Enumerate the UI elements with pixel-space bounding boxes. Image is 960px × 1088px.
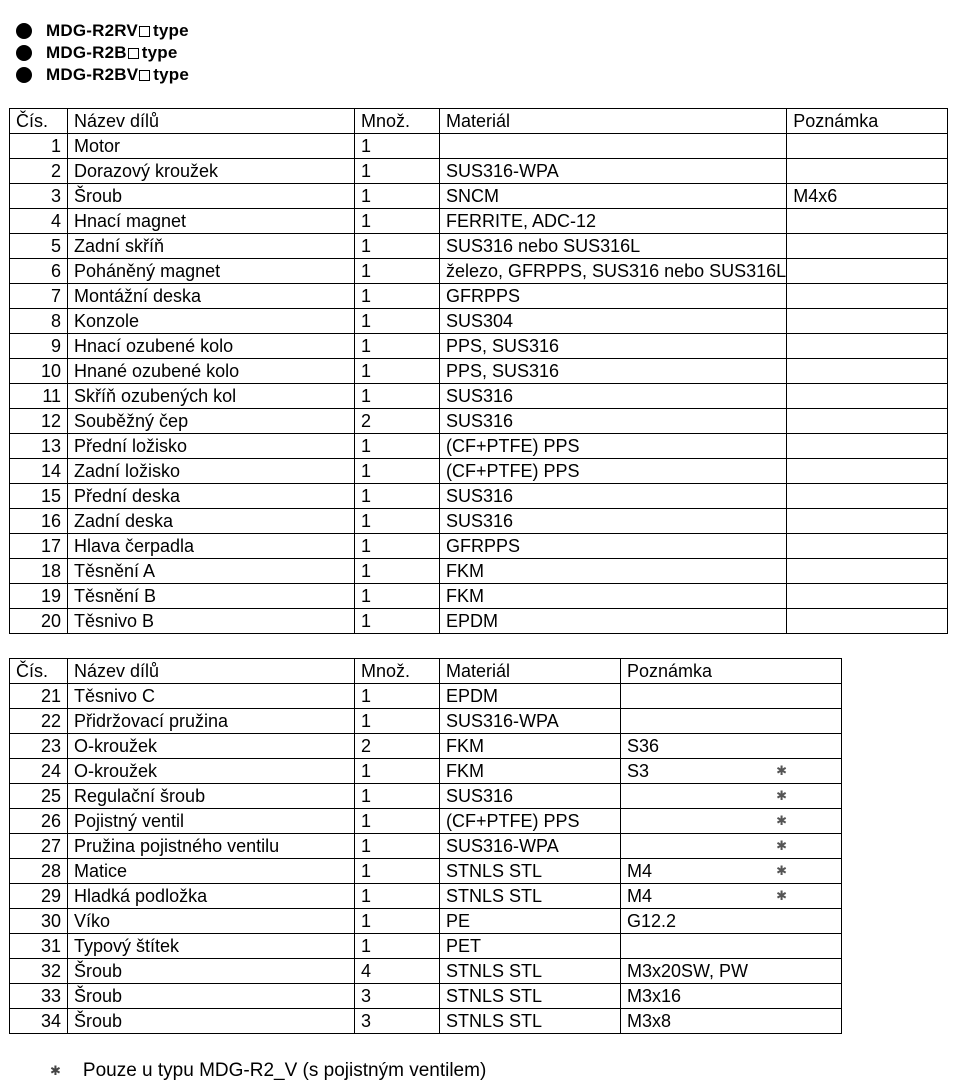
table-row <box>10 534 948 559</box>
table-row <box>10 934 842 959</box>
cell-material: SUS316 <box>440 784 621 809</box>
table-row <box>10 309 948 334</box>
cell-qty: 1 <box>355 434 440 459</box>
table-row <box>10 359 948 384</box>
cell-num: 31 <box>10 934 68 959</box>
header-row <box>10 659 842 684</box>
cell-note <box>787 209 948 234</box>
cell-note <box>787 259 948 284</box>
type-suffix: type <box>141 43 178 62</box>
cell-note <box>787 234 948 259</box>
parts-table-2 <box>9 658 842 1034</box>
cell-name: Konzole <box>68 309 355 334</box>
cell-num: 11 <box>10 384 68 409</box>
cell-note <box>787 334 948 359</box>
cell-material: FKM <box>440 759 621 784</box>
cell-material: PPS, SUS316 <box>440 334 787 359</box>
cell-material: FKM <box>440 584 787 609</box>
cell-num: 28 <box>10 859 68 884</box>
cell-name: Dorazový kroužek <box>68 159 355 184</box>
footnote <box>50 1060 486 1082</box>
cell-qty: 1 <box>355 759 440 784</box>
cell-num: 14 <box>10 459 68 484</box>
table-row <box>10 259 948 284</box>
parts-table-1 <box>9 108 948 634</box>
cell-material: FKM <box>440 559 787 584</box>
cell-note <box>787 584 948 609</box>
cell-num: 6 <box>10 259 68 284</box>
cell-note <box>621 784 842 809</box>
table-row <box>10 584 948 609</box>
cell-material: GFRPPS <box>440 284 787 309</box>
cell-note <box>787 459 948 484</box>
cell-name: Šroub <box>68 1009 355 1034</box>
cell-num: 26 <box>10 809 68 834</box>
table-row <box>10 159 948 184</box>
asterisk-icon: ✱ <box>776 838 787 853</box>
cell-name: Pojistný ventil <box>68 809 355 834</box>
cell-note <box>787 134 948 159</box>
cell-note <box>787 434 948 459</box>
table-row <box>10 734 842 759</box>
cell-name: Hlava čerpadla <box>68 534 355 559</box>
cell-num: 17 <box>10 534 68 559</box>
cell-num: 21 <box>10 684 68 709</box>
cell-qty: 4 <box>355 959 440 984</box>
cell-qty: 1 <box>355 709 440 734</box>
cell-qty: 1 <box>355 309 440 334</box>
cell-qty: 1 <box>355 384 440 409</box>
cell-material: PET <box>440 934 621 959</box>
cell-num: 5 <box>10 234 68 259</box>
note-text: M4x6 <box>793 186 838 206</box>
cell-qty: 1 <box>355 359 440 384</box>
checkbox-square-icon <box>128 48 139 59</box>
header-material: Materiál <box>440 659 621 684</box>
cell-num: 29 <box>10 884 68 909</box>
cell-num: 18 <box>10 559 68 584</box>
cell-note <box>621 909 842 934</box>
header-num: Čís. <box>10 659 68 684</box>
cell-num: 16 <box>10 509 68 534</box>
cell-num: 13 <box>10 434 68 459</box>
cell-qty: 1 <box>355 209 440 234</box>
cell-num: 4 <box>10 209 68 234</box>
cell-num: 27 <box>10 834 68 859</box>
checkbox-square-icon <box>139 26 150 37</box>
cell-material: SUS316 <box>440 409 787 434</box>
cell-qty: 1 <box>355 934 440 959</box>
asterisk-icon: ✱ <box>50 1063 61 1078</box>
cell-note <box>621 684 842 709</box>
cell-qty: 1 <box>355 584 440 609</box>
cell-material: STNLS STL <box>440 1009 621 1034</box>
cell-name: Šroub <box>68 984 355 1009</box>
type-item <box>16 20 189 42</box>
table-row <box>10 684 842 709</box>
note-text: S36 <box>627 736 660 756</box>
type-name: MDG-R2B <box>46 43 127 62</box>
cell-qty: 1 <box>355 159 440 184</box>
cell-num: 12 <box>10 409 68 434</box>
table-row <box>10 184 948 209</box>
cell-qty: 1 <box>355 784 440 809</box>
cell-name: Přední ložisko <box>68 434 355 459</box>
cell-num: 8 <box>10 309 68 334</box>
cell-qty: 1 <box>355 609 440 634</box>
cell-num: 33 <box>10 984 68 1009</box>
asterisk-icon: ✱ <box>776 863 787 878</box>
cell-qty: 3 <box>355 984 440 1009</box>
cell-material: SNCM <box>440 184 787 209</box>
cell-name: Přední deska <box>68 484 355 509</box>
cell-num: 25 <box>10 784 68 809</box>
cell-num: 34 <box>10 1009 68 1034</box>
table-row <box>10 434 948 459</box>
cell-num: 32 <box>10 959 68 984</box>
cell-material: STNLS STL <box>440 859 621 884</box>
cell-qty: 1 <box>355 234 440 259</box>
type-suffix: type <box>152 21 189 40</box>
table-row <box>10 784 842 809</box>
table-row <box>10 509 948 534</box>
cell-name: Šroub <box>68 959 355 984</box>
cell-num: 10 <box>10 359 68 384</box>
cell-note <box>621 984 842 1009</box>
cell-num: 19 <box>10 584 68 609</box>
cell-name: Hnací magnet <box>68 209 355 234</box>
table-row <box>10 859 842 884</box>
table-row <box>10 134 948 159</box>
cell-num: 24 <box>10 759 68 784</box>
bullet-icon <box>16 67 32 83</box>
cell-note <box>621 734 842 759</box>
cell-qty: 1 <box>355 184 440 209</box>
type-list <box>16 20 189 86</box>
cell-qty: 1 <box>355 334 440 359</box>
table-row <box>10 834 842 859</box>
cell-qty: 1 <box>355 534 440 559</box>
cell-note <box>787 609 948 634</box>
cell-name: Víko <box>68 909 355 934</box>
type-name: MDG-R2RV <box>46 21 138 40</box>
cell-material: SUS316 <box>440 384 787 409</box>
cell-name: Hladká podložka <box>68 884 355 909</box>
cell-note <box>787 309 948 334</box>
table-row <box>10 334 948 359</box>
bullet-icon <box>16 23 32 39</box>
cell-name: Přidržovací pružina <box>68 709 355 734</box>
cell-material <box>440 134 787 159</box>
cell-material: (CF+PTFE) PPS <box>440 434 787 459</box>
header-num: Čís. <box>10 109 68 134</box>
cell-qty: 1 <box>355 884 440 909</box>
cell-note <box>621 859 842 884</box>
note-text: M3x16 <box>627 986 682 1006</box>
cell-material: (CF+PTFE) PPS <box>440 809 621 834</box>
cell-note <box>787 484 948 509</box>
cell-qty: 2 <box>355 734 440 759</box>
header-name: Název dílů <box>68 659 355 684</box>
header-note: Poznámka <box>621 659 842 684</box>
cell-note <box>621 934 842 959</box>
cell-material: PPS, SUS316 <box>440 359 787 384</box>
note-text: M3x20SW, PW <box>627 961 749 981</box>
cell-material: STNLS STL <box>440 984 621 1009</box>
cell-material: EPDM <box>440 609 787 634</box>
cell-material: SUS316-WPA <box>440 709 621 734</box>
checkbox-square-icon <box>139 70 150 81</box>
note-text: M4 <box>627 886 653 906</box>
cell-qty: 2 <box>355 409 440 434</box>
table-row <box>10 984 842 1009</box>
header-qty: Množ. <box>355 659 440 684</box>
cell-num: 15 <box>10 484 68 509</box>
cell-num: 2 <box>10 159 68 184</box>
cell-material: železo, GFRPPS, SUS316 nebo SUS316L <box>440 259 787 284</box>
cell-material: SUS316 <box>440 484 787 509</box>
cell-name: Poháněný magnet <box>68 259 355 284</box>
cell-material: (CF+PTFE) PPS <box>440 459 787 484</box>
cell-material: GFRPPS <box>440 534 787 559</box>
note-text: G12.2 <box>627 911 677 931</box>
table-row <box>10 409 948 434</box>
table-row <box>10 459 948 484</box>
cell-num: 1 <box>10 134 68 159</box>
cell-name: Šroub <box>68 184 355 209</box>
cell-name: Motor <box>68 134 355 159</box>
cell-qty: 1 <box>355 284 440 309</box>
cell-name: O-kroužek <box>68 759 355 784</box>
type-item <box>16 42 189 64</box>
note-text: M3x8 <box>627 1011 672 1031</box>
note-text: S3 <box>627 761 650 781</box>
asterisk-icon: ✱ <box>776 788 787 803</box>
cell-note <box>621 1009 842 1034</box>
bullet-icon <box>16 45 32 61</box>
cell-num: 30 <box>10 909 68 934</box>
cell-name: Matice <box>68 859 355 884</box>
cell-qty: 1 <box>355 509 440 534</box>
cell-note <box>621 959 842 984</box>
cell-name: Montážní deska <box>68 284 355 309</box>
cell-qty: 1 <box>355 259 440 284</box>
cell-note <box>787 384 948 409</box>
table-row <box>10 809 842 834</box>
cell-qty: 1 <box>355 834 440 859</box>
table-row <box>10 609 948 634</box>
cell-note <box>621 834 842 859</box>
cell-qty: 1 <box>355 809 440 834</box>
cell-note <box>787 184 948 209</box>
note-text: M4 <box>627 861 653 881</box>
table-row <box>10 284 948 309</box>
cell-note <box>787 359 948 384</box>
cell-material: SUS316 <box>440 509 787 534</box>
table-row <box>10 209 948 234</box>
cell-qty: 3 <box>355 1009 440 1034</box>
header-row <box>10 109 948 134</box>
cell-note <box>621 709 842 734</box>
cell-note <box>787 509 948 534</box>
header-note: Poznámka <box>787 109 948 134</box>
table-row <box>10 759 842 784</box>
cell-num: 3 <box>10 184 68 209</box>
cell-num: 20 <box>10 609 68 634</box>
cell-material: STNLS STL <box>440 959 621 984</box>
cell-note <box>621 759 842 784</box>
cell-material: FERRITE, ADC-12 <box>440 209 787 234</box>
cell-note <box>621 809 842 834</box>
table-row <box>10 484 948 509</box>
asterisk-icon: ✱ <box>776 813 787 828</box>
table-row <box>10 234 948 259</box>
cell-material: SUS316-WPA <box>440 159 787 184</box>
cell-name: Hnací ozubené kolo <box>68 334 355 359</box>
cell-note <box>787 159 948 184</box>
table-row <box>10 959 842 984</box>
cell-name: O-kroužek <box>68 734 355 759</box>
table-row <box>10 384 948 409</box>
cell-name: Souběžný čep <box>68 409 355 434</box>
cell-name: Těsnivo C <box>68 684 355 709</box>
cell-material: STNLS STL <box>440 884 621 909</box>
cell-qty: 1 <box>355 459 440 484</box>
cell-num: 9 <box>10 334 68 359</box>
cell-note <box>787 284 948 309</box>
cell-name: Zadní ložisko <box>68 459 355 484</box>
header-material: Materiál <box>440 109 787 134</box>
cell-qty: 1 <box>355 484 440 509</box>
cell-name: Hnané ozubené kolo <box>68 359 355 384</box>
cell-num: 23 <box>10 734 68 759</box>
cell-note <box>787 559 948 584</box>
cell-material: PE <box>440 909 621 934</box>
cell-material: SUS304 <box>440 309 787 334</box>
cell-name: Typový štítek <box>68 934 355 959</box>
cell-name: Zadní deska <box>68 509 355 534</box>
header-name: Název dílů <box>68 109 355 134</box>
cell-name: Těsnivo B <box>68 609 355 634</box>
type-item <box>16 64 189 86</box>
cell-qty: 1 <box>355 134 440 159</box>
cell-note <box>787 534 948 559</box>
asterisk-icon: ✱ <box>776 763 787 778</box>
cell-qty: 1 <box>355 909 440 934</box>
cell-material: EPDM <box>440 684 621 709</box>
table-row <box>10 559 948 584</box>
cell-note <box>787 409 948 434</box>
type-name: MDG-R2BV <box>46 65 139 84</box>
cell-note <box>621 884 842 909</box>
cell-material: SUS316 nebo SUS316L <box>440 234 787 259</box>
table-row <box>10 1009 842 1034</box>
cell-qty: 1 <box>355 559 440 584</box>
cell-num: 22 <box>10 709 68 734</box>
table-row <box>10 884 842 909</box>
footnote-text: Pouze u typu MDG-R2_V (s pojistným ventilem) <box>82 1060 487 1081</box>
cell-name: Skříň ozubených kol <box>68 384 355 409</box>
cell-material: SUS316-WPA <box>440 834 621 859</box>
table-row <box>10 709 842 734</box>
cell-name: Regulační šroub <box>68 784 355 809</box>
cell-name: Těsnění B <box>68 584 355 609</box>
header-qty: Množ. <box>355 109 440 134</box>
cell-name: Pružina pojistného ventilu <box>68 834 355 859</box>
table-row <box>10 909 842 934</box>
cell-qty: 1 <box>355 859 440 884</box>
cell-name: Těsnění A <box>68 559 355 584</box>
asterisk-icon: ✱ <box>776 888 787 903</box>
cell-num: 7 <box>10 284 68 309</box>
type-suffix: type <box>153 65 190 84</box>
cell-qty: 1 <box>355 684 440 709</box>
cell-name: Zadní skříň <box>68 234 355 259</box>
cell-material: FKM <box>440 734 621 759</box>
